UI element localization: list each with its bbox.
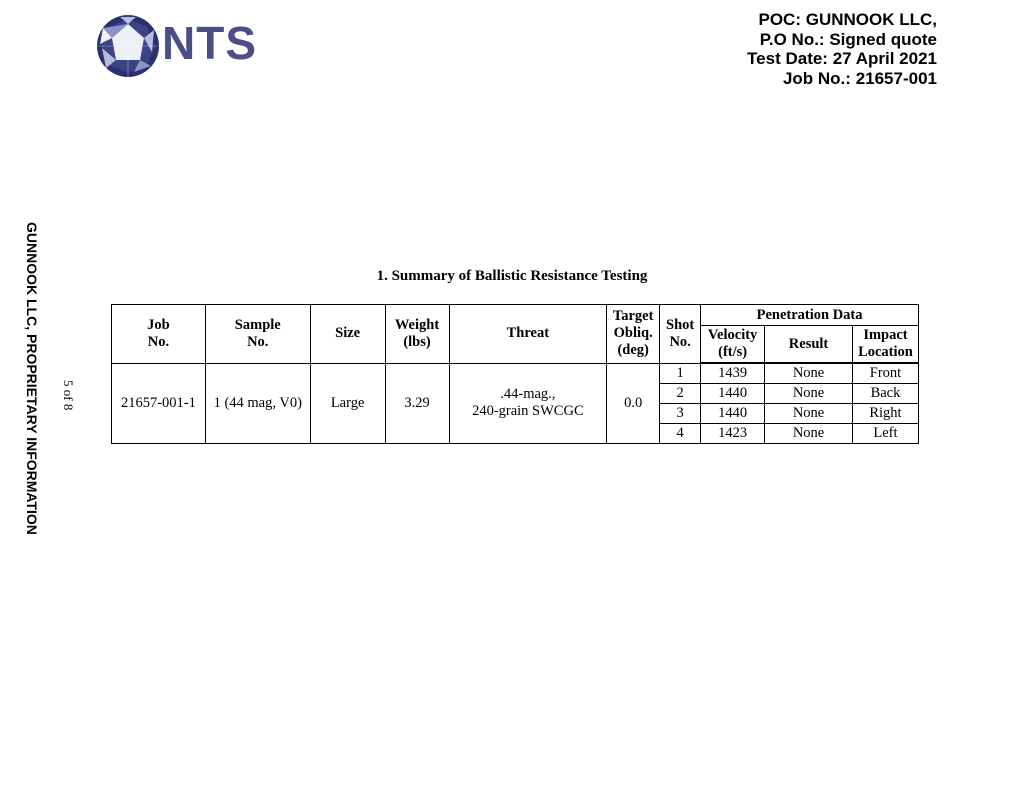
cell-velocity: 1439 (701, 363, 765, 384)
header-row-1 (112, 305, 919, 326)
poc-line (747, 10, 937, 30)
header-size: Size (310, 305, 385, 364)
header-penetration-data: Penetration Data (701, 305, 919, 326)
proprietary-notice: GUNNOOK LLC, PROPRIETARY INFORMATION (24, 222, 40, 535)
header-sample-no: Sample No. (205, 305, 310, 364)
cell-shot: 1 (660, 363, 701, 384)
cell-shot: 2 (660, 384, 701, 404)
job-no-label: Job No.: (782, 68, 851, 88)
cell-location: Left (852, 424, 918, 444)
test-date-line (747, 49, 937, 69)
cell-result: None (765, 404, 853, 424)
cell-result: None (765, 424, 853, 444)
header-impact-location: Impact Location (852, 326, 918, 364)
header-result: Result (765, 326, 853, 364)
cell-result: None (765, 363, 853, 384)
cell-shot: 3 (660, 404, 701, 424)
header-job-no: Job No. (112, 305, 206, 364)
poc-value: GUNNOOK LLC, (805, 10, 937, 29)
cell-shot: 4 (660, 424, 701, 444)
logo-globe-icon (97, 15, 159, 77)
cell-location: Front (852, 363, 918, 384)
po-label: P.O No.: (759, 29, 825, 49)
header-info (747, 10, 937, 88)
cell-location: Right (852, 404, 918, 424)
cell-sample-no: 1 (44 mag, V0) (205, 363, 310, 444)
header-velocity: Velocity (ft/s) (701, 326, 765, 364)
po-line (747, 30, 937, 50)
cell-location: Back (852, 384, 918, 404)
cell-velocity: 1440 (701, 404, 765, 424)
section-title: 1. Summary of Ballistic Resistance Testing (376, 268, 648, 284)
cell-obliquity: 0.0 (607, 363, 660, 444)
cell-weight: 3.29 (385, 363, 449, 444)
table-row (112, 363, 919, 384)
test-date-value: 27 April 2021 (832, 49, 937, 68)
header-obliquity: Target Obliq. (deg) (607, 305, 660, 364)
job-no-value: 21657-001 (855, 68, 937, 88)
test-date-label: Test Date: (747, 49, 828, 68)
po-value: Signed quote (829, 29, 937, 49)
cell-velocity: 1423 (701, 424, 765, 444)
header-weight: Weight (lbs) (385, 305, 449, 364)
cell-threat: .44-mag., 240-grain SWCGC (449, 363, 607, 444)
cell-job-no: 21657-001-1 (112, 363, 206, 444)
header-shot-no: Shot No. (660, 305, 701, 364)
cell-velocity: 1440 (701, 384, 765, 404)
poc-label: POC: (758, 10, 801, 29)
cell-result: None (765, 384, 853, 404)
logo-text: NTS (162, 17, 257, 69)
job-no-line (747, 69, 937, 89)
cell-size: Large (310, 363, 385, 444)
ballistic-summary-table (111, 304, 919, 444)
page-number: 5 of 8 (61, 380, 76, 411)
header-threat: Threat (449, 305, 607, 364)
